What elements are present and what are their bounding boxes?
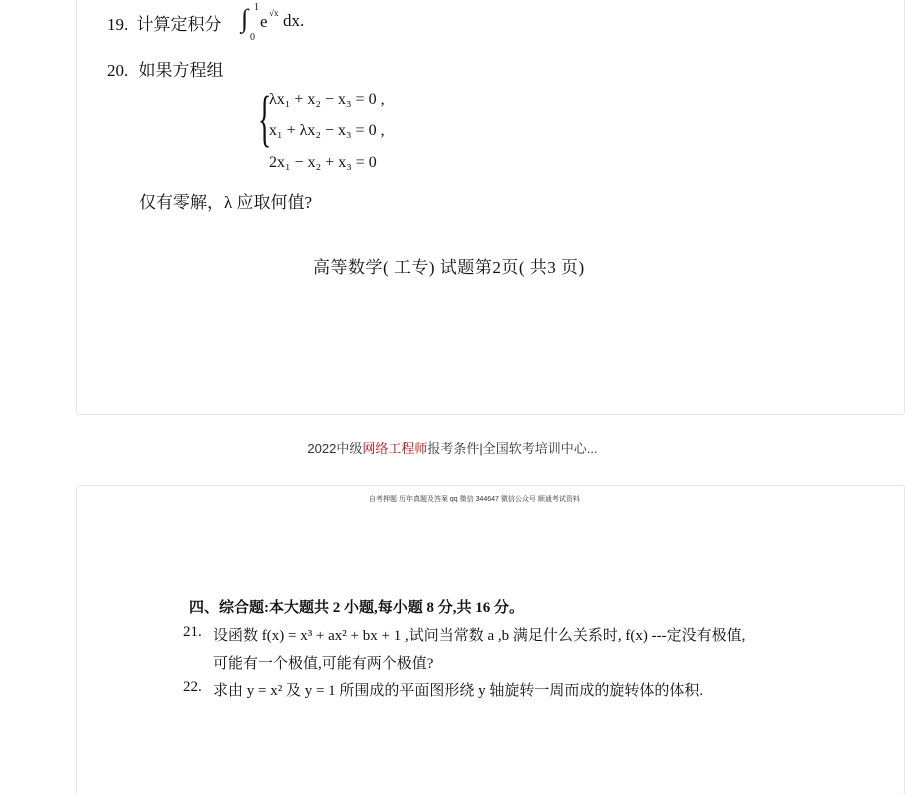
question-number: 20. (107, 61, 129, 80)
integrand-exponent: √x (269, 8, 279, 18)
document-page-1 (76, 0, 905, 415)
caption-prefix: 2022中级 (307, 441, 363, 456)
integral-sign: ∫ (241, 4, 249, 33)
caption-highlight: 网络工程师 (362, 441, 428, 456)
question-20-followup: 仅有零解，λ 应取何值? (139, 193, 313, 212)
equation-2: x₁ + λx₂ − x₃ = 0 , (269, 122, 385, 139)
question-22-line-1: 求由 y = x² 及 y = 1 所围成的平面图形绕 y 轴旋转一周而成的旋转体的体积. (213, 683, 704, 699)
integral-lower-limit: 0 (250, 32, 255, 43)
system-brace: { (258, 85, 272, 153)
caption-suffix: 报考条件|全国软考培训中心... (427, 441, 598, 456)
question-22-number: 22. (183, 679, 202, 695)
page-footer: 高等数学( 工专) 试题第2页( 共3 页) (313, 258, 585, 277)
question-21-number: 21. (183, 624, 202, 640)
equation-1: λx₁ + x₂ − x₃ = 0 , (269, 91, 385, 108)
page-header: 自考押题 历年真题及答案 qq 微信 344647 微信公众号 顺通考试资料 (369, 496, 580, 503)
link-caption[interactable] (0, 438, 905, 457)
integral-upper-limit: 1 (254, 2, 259, 13)
section-title: 四、综合题:本大题共 2 小题,每小题 8 分,共 16 分。 (189, 600, 524, 616)
equation-3: 2x₁ − x₂ + x₃ = 0 (269, 154, 377, 171)
differential: dx. (283, 11, 305, 30)
question-19 (107, 10, 222, 35)
question-20 (107, 56, 224, 81)
question-text: 如果方程组 (138, 61, 224, 80)
integrand-base: e (260, 12, 268, 31)
question-text: 计算定积分 (136, 15, 222, 34)
question-number: 19. (107, 15, 129, 34)
question-21-line-2: 可能有一个极值,可能有两个极值? (213, 656, 434, 672)
document-page-2 (76, 485, 905, 795)
question-21-line-1: 设函数 f(x) = x³ + ax² + bx + 1 ,试问当常数 a ,b 满足什么关系时, f(x) ---定没有极值, (213, 628, 746, 644)
